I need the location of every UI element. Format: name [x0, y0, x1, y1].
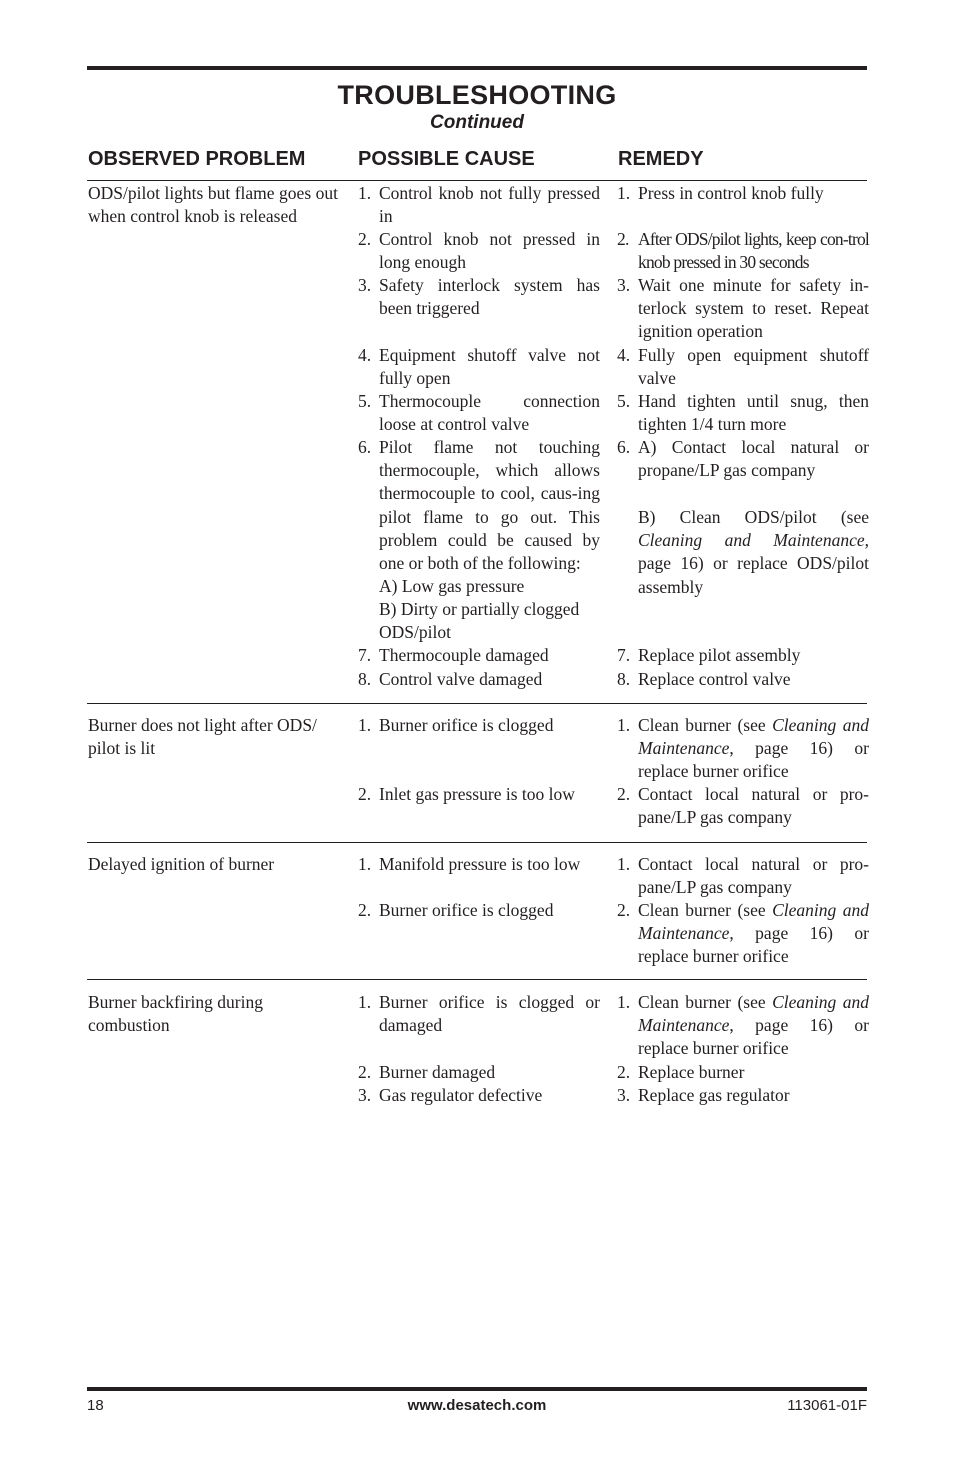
cause-item [358, 899, 600, 923]
cause-item [358, 668, 600, 692]
column-header-remedy: REMEDY [618, 148, 704, 170]
page-title: TROUBLESHOOTING [337, 80, 617, 110]
item-number: 2. [617, 229, 629, 249]
item-number: 3. [358, 1085, 372, 1105]
cause-subitem: A) Low gas pressure [379, 576, 525, 596]
cause-subitem: B) Dirty or partially clogged ODS/pilot [379, 599, 580, 643]
cause-text: Burner orifice is clogged [379, 900, 554, 920]
page-subtitle: Continued [430, 112, 524, 133]
column-header-problem: OBSERVED PROBLEM [88, 148, 306, 170]
column-header-cause: POSSIBLE CAUSE [358, 148, 535, 170]
item-number: 4. [358, 345, 372, 365]
item-number: 3. [617, 275, 631, 295]
remedy-text: Hand tighten until snug, then tighten 1/4 turn more [638, 391, 869, 435]
remedy-text: Replace burner [638, 1062, 745, 1082]
cause-item [358, 853, 600, 901]
item-number: 6. [617, 437, 631, 457]
item-number: 1. [617, 183, 631, 203]
manual-section-reference: Cleaning and Maintenance [638, 992, 869, 1036]
cause-text: Thermocouple damaged [379, 645, 549, 665]
row-divider [87, 979, 867, 980]
cause-item [358, 182, 600, 230]
item-number: 4. [617, 345, 631, 365]
item-number: 8. [617, 669, 631, 689]
remedy-text: Replace gas regulator [638, 1085, 790, 1105]
row-1-problem: ODS/pilot lights but flame goes out when control knob is released [88, 183, 338, 227]
row-divider [87, 703, 867, 704]
row-4-problem: Burner backfiring during combustion [88, 992, 263, 1036]
remedy-text: Clean burner (see [638, 900, 773, 920]
remedy-text [638, 991, 869, 1061]
item-number: 3. [617, 1085, 631, 1105]
remedy-item [617, 390, 869, 438]
cause-item [358, 991, 600, 1039]
page-number: 18 [87, 1397, 104, 1414]
cause-text: Burner damaged [379, 1062, 496, 1082]
item-number: 1. [617, 854, 631, 874]
remedy-text: Fully open equipment shutoff valve [638, 345, 869, 389]
item-number: 1. [358, 992, 372, 1012]
remedy-item [617, 228, 869, 276]
remedy-text: Press in control knob fully [638, 183, 824, 203]
item-number: 5. [617, 391, 631, 411]
row-2-problem: Burner does not light after ODS/ pilot is lit [88, 715, 317, 759]
manual-section-reference: Cleaning and Maintenance [638, 530, 865, 551]
item-number: 6. [358, 437, 372, 457]
remedy-item [617, 1061, 869, 1085]
remedy-text [638, 899, 869, 969]
remedy-item [617, 853, 869, 901]
item-number: 1. [358, 715, 372, 735]
remedy-text: Wait one minute for safety in-terlock system to reset. Repeat ignition operation [638, 275, 869, 342]
item-number: 1. [358, 854, 372, 874]
item-number: 3. [358, 275, 372, 295]
remedy-item [617, 899, 869, 969]
remedy-text: , page 16) or replace ODS/pilot assembly [638, 530, 869, 597]
remedy-text: Contact local natural or pro-pane/LP gas company [638, 784, 869, 828]
cause-text: Control knob not pressed in long enough [379, 229, 600, 273]
remedy-text: A) Contact local natural or propane/LP gas company [638, 437, 869, 481]
cause-text: Burner orifice is clogged [379, 715, 554, 735]
remedy-text: , page 16) or replace burner orifice [638, 1015, 869, 1059]
remedy-item [617, 991, 869, 1061]
cause-item [358, 274, 600, 322]
item-number: 1. [617, 715, 631, 735]
remedy-item [617, 668, 869, 692]
item-number: 8. [358, 669, 372, 689]
item-number: 7. [358, 645, 372, 665]
item-number: 2. [358, 784, 372, 804]
cause-text: Thermocouple connection loose at control valve [379, 391, 600, 435]
remedy-item [617, 783, 869, 831]
remedy-text: , page 16) or replace burner orifice [638, 738, 869, 782]
item-number: 7. [617, 645, 631, 665]
remedy-subitem [638, 506, 869, 599]
cause-item [358, 228, 600, 276]
item-number: 5. [358, 391, 372, 411]
remedy-text: After ODS/pilot lights, keep con-trol knob pressed in 30 seconds [638, 229, 869, 273]
header-rule [87, 180, 867, 181]
item-number: 2. [358, 1062, 372, 1082]
remedy-text: B) Clean ODS/pilot (see [638, 507, 869, 527]
cause-item [358, 783, 600, 807]
remedy-text [638, 714, 869, 784]
cause-text: Burner orifice is clogged or damaged [379, 992, 600, 1036]
item-number: 2. [617, 784, 631, 804]
cause-item [358, 1061, 600, 1085]
item-number: 1. [358, 183, 372, 203]
item-number: 2. [358, 900, 372, 920]
cause-item [358, 1084, 600, 1108]
cause-item [358, 644, 600, 668]
footer-website-link[interactable]: www.desatech.com [407, 1397, 547, 1414]
item-number: 2. [358, 229, 372, 249]
remedy-text: Clean burner (see [638, 992, 773, 1012]
remedy-item [617, 274, 869, 344]
cause-text: Manifold pressure is too low [379, 854, 581, 874]
remedy-item [617, 714, 869, 784]
remedy-text: Clean burner (see [638, 715, 773, 735]
manual-section-reference: Cleaning and Maintenance [638, 900, 869, 944]
cause-text: Control valve damaged [379, 669, 543, 689]
manual-section-reference: Cleaning and Maintenance [638, 715, 869, 759]
remedy-text: , page 16) or replace burner orifice [638, 923, 869, 967]
cause-item [358, 436, 600, 576]
bottom-rule [87, 1387, 867, 1391]
item-number: 1. [617, 992, 631, 1012]
top-rule [87, 66, 867, 70]
cause-text: Control knob not fully pressed in [379, 183, 600, 227]
remedy-item [617, 436, 869, 484]
remedy-text: Contact local natural or pro-pane/LP gas company [638, 854, 869, 898]
cause-item [358, 390, 600, 438]
cause-text: Inlet gas pressure is too low [379, 784, 575, 804]
remedy-item [617, 344, 869, 392]
remedy-item [617, 182, 869, 206]
cause-text: Gas regulator defective [379, 1085, 543, 1105]
row-3-problem: Delayed ignition of burner [88, 854, 275, 874]
cause-text: Safety interlock system has been triggered [379, 275, 600, 319]
remedy-item [617, 1084, 869, 1108]
item-number: 2. [617, 900, 631, 920]
cause-item [358, 714, 600, 738]
row-divider [87, 842, 867, 843]
cause-text: Equipment shutoff valve not fully open [379, 345, 600, 389]
item-number: 2. [617, 1062, 631, 1082]
remedy-text: Replace pilot assembly [638, 645, 801, 665]
remedy-item [617, 644, 869, 668]
cause-item [358, 344, 600, 392]
remedy-text: Replace control valve [638, 669, 791, 689]
document-code: 113061-01F [787, 1397, 867, 1414]
cause-text: Pilot flame not touching thermocouple, which allows thermocouple to cool, caus-ing pilot flame to go out. This problem could be caused by one or both of the following: [379, 437, 600, 574]
